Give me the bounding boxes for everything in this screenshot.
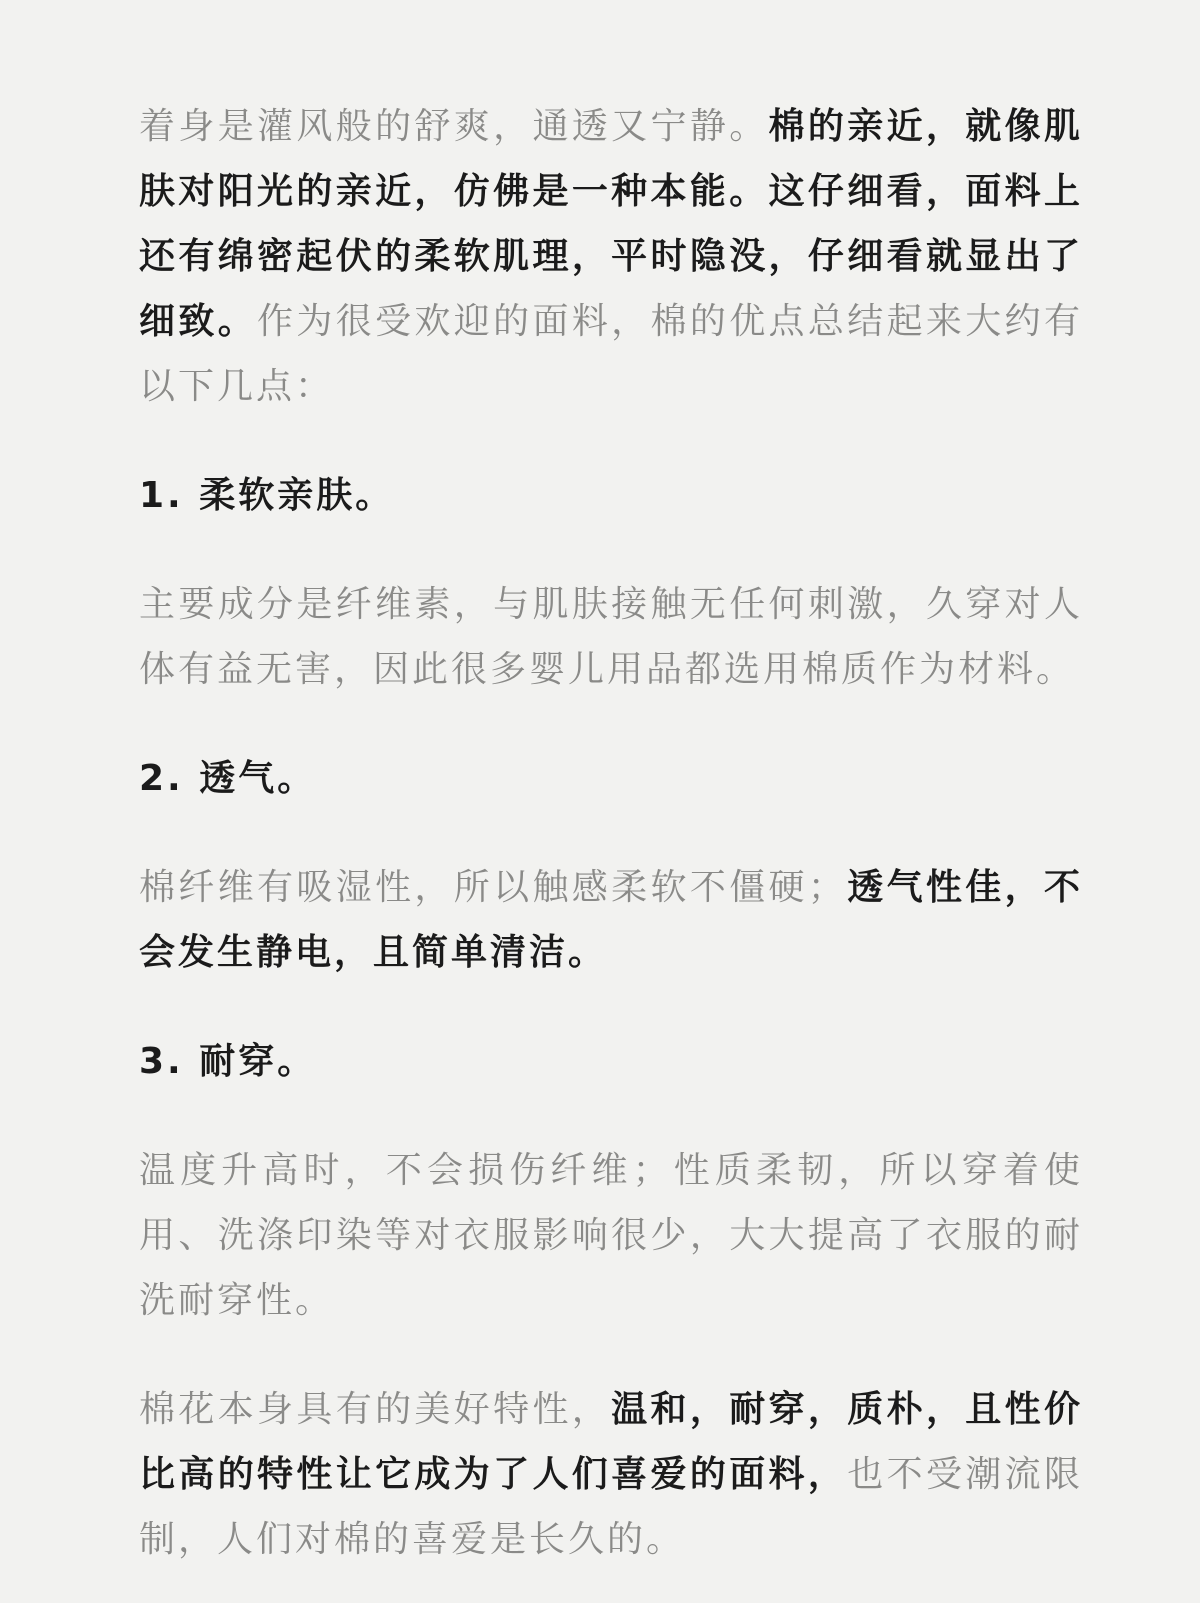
section-heading-soft: 1. 柔软亲肤。 bbox=[139, 475, 395, 516]
spacer bbox=[139, 702, 1083, 746]
section-heading-breathable: 2. 透气。 bbox=[139, 758, 317, 799]
spacer bbox=[139, 985, 1083, 1029]
spacer bbox=[139, 419, 1083, 463]
section-heading-durable: 3. 耐穿。 bbox=[139, 1041, 317, 1082]
spacer bbox=[139, 811, 1083, 855]
intro-text-summary: 作为很受欢迎的面料，棉的优点总结起来大约有以下几点： bbox=[139, 301, 1083, 407]
spacer bbox=[139, 1094, 1083, 1138]
section-text-durable: 温度升高时，不会损伤纤维；性质柔韧，所以穿着使用、洗涤印染等对衣服影响很少，大大提高了衣服的耐洗耐穿性。 bbox=[139, 1150, 1083, 1321]
section-text-soft: 主要成分是纤维素，与肌肤接触无任何刺激，久穿对人体有益无害，因此很多婴儿用品都选用棉质作为材料。 bbox=[139, 584, 1083, 690]
spacer bbox=[139, 528, 1083, 572]
article-body bbox=[139, 94, 1083, 1572]
section-text-breathable bbox=[139, 855, 1083, 985]
intro-paragraph bbox=[139, 94, 1083, 419]
breathable-text-strong: 透气性佳，不会发生静电，且简单清洁。 bbox=[139, 867, 1083, 973]
intro-text-muted: 着身是灌风般的舒爽，通透又宁静。 bbox=[139, 106, 769, 147]
spacer bbox=[139, 1333, 1083, 1377]
closing-text-tail: 也不受潮流限制，人们对棉的喜爱是长久的。 bbox=[139, 1454, 1083, 1560]
intro-text-strong: 棉的亲近，就像肌肤对阳光的亲近，仿佛是一种本能。这仔细看，面料上还有绵密起伏的柔软肌理，平时隐没，仔细看就显出了细致。 bbox=[139, 106, 1083, 342]
closing-text-strong: 温和，耐穿，质朴，且性价比高的特性让它成为了人们喜爱的面料， bbox=[139, 1389, 1083, 1495]
closing-text-muted: 棉花本身具有的美好特性， bbox=[139, 1389, 612, 1430]
closing-paragraph bbox=[139, 1377, 1083, 1572]
breathable-text-muted: 棉纤维有吸湿性，所以触感柔软不僵硬； bbox=[139, 867, 847, 908]
